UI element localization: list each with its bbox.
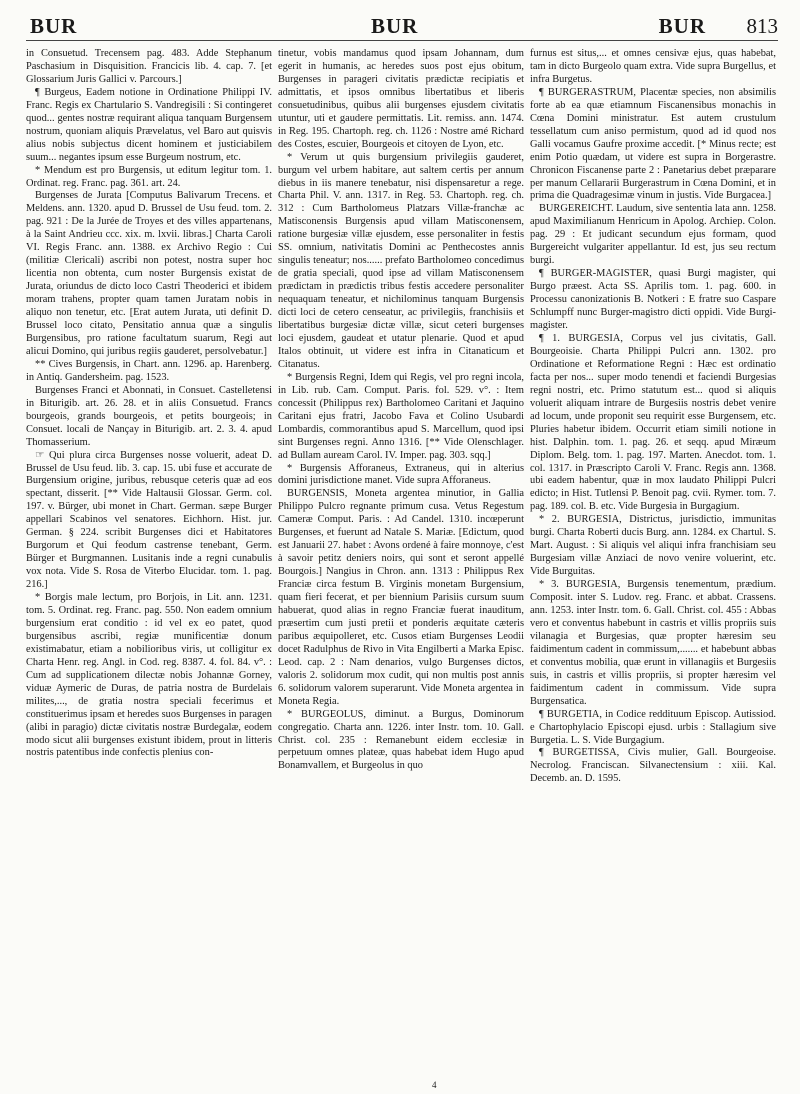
paragraph: ¶ BURGETIA, in Codice reddituum Episcop. Autissiod. e Chartophylacio Episcopi ejusd. urbis : Stallagium sive Burgetia. L. S. Vide Burgagium. <box>530 708 776 746</box>
paragraph: ¶ BURGER-MAGISTER, quasi Burgi magister, qui Burgo præest. Acta SS. Aprilis tom. 1. pag. 600. in Processu canonizationis B. Notkeri : E fratre suo Caspare Schlumpff nunc Burger-magistro dicti oppidi. Vide Burgi-magister. <box>530 268 776 332</box>
text-column-right <box>530 48 776 1078</box>
header-left-word: BUR <box>30 14 78 38</box>
header-right-word: BUR <box>658 14 706 38</box>
paragraph: BURGEREICHT. Laudum, sive sententia lata ann. 1258. apud Maximilianum Henricum in Apolog. Archiep. Colon. pag. 29 : Et judicant secundum ejus formam, quod Burgereicht vulgariter appellantur. Id est, jus seu rectum burgi. <box>530 203 776 267</box>
paragraph: ¶ 1. BURGESIA, Corpus vel jus civitatis, Gall. Bourgeoisie. Charta Philippi Pulcri ann. 1302. pro Ordinatione et Reformatione Regni : Hæc est ordinatio facta per nos... super modo tenendi et faciendi Burgesias regni nostri, etc. Primo statutum est... quod si aliquis voluerit aliquam intrare de Burgesiis nostris debet venire ad locum, unde proponit seu requirit esse Burgensem, etc. Pluries habetur ibidem. Occurrit etiam simili notione in hist. Dalphin. tom. 1. pag. 26. et seqq. apud Miræum Diplom. Belg. tom. 1. pag. 197. Marten. Anecdot. tom. 1. col. 1317. in Præscripto Caroli V. Franc. Regis ann. 1368. ubi eadem habentur, quæ in mox laudato Philippi Pulcri edicto; in Hist. Tutlensi P. Benoit pag. cvii. Rymer. tom. 7. pag. 189. col. B. etc. Vide Burgesia in Burgagium. <box>530 332 776 513</box>
paragraph: * BURGEOLUS, diminut. a Burgus, Dominorum congregatio. Charta ann. 1226. inter Instr. tom. 10. Gall. Christ. col. 235 : Remanebunt eidem ecclesiæ in perpetuum omnes plateæ, quas habebat idem Hugo apud Bonamvallem, et Burgeolus in quo <box>278 708 524 772</box>
paragraph: in Consuetud. Trecensem pag. 483. Adde Stephanum Paschasium in Disquisition. Francicis lib. 4. cap. 7. [et Glossarium Juris Gallici v. Parcours.] <box>26 48 272 85</box>
text-column-middle <box>278 48 524 1078</box>
paragraph: ¶ Burgeus, Eadem notione in Ordinatione Philippi IV. Franc. Regis ex Chartulario S. Vandregisili : Si contingeret quod... gentes nostræ requirant aliqua tanquam Burgensem nostrum, quoniam aliquis Prævelatus, vel Baro aut quisvis alius nobis subjectus dicent hominem et justiciabilem suum... negantes ipsum esse Burgeum nostrum, etc. <box>26 86 272 163</box>
paragraph: furnus est situs,... et omnes censivæ ejus, quas habebat, tam in dicto Burgeolo quam extra. Vide supra Burgellus, et infra Burgetus. <box>530 48 776 85</box>
paragraph: ** Cives Burgensis, in Chart. ann. 1296. ap. Harenberg. in Antiq. Gandersheim. pag. 1523. <box>26 358 272 383</box>
paragraph: * Mendum est pro Burgensis, ut editum legitur tom. 1. Ordinat. reg. Franc. pag. 361. art. 24. <box>26 164 272 189</box>
signature-mark: 4 <box>432 1080 437 1090</box>
paragraph: * 3. BURGESIA, Burgensis tenementum, prædium. Composit. inter S. Ludov. reg. Franc. et abbat. Crassens. ann. 1253. inter Instr. tom. 6. Gall. Christ. col. 455 : Abbas vero et conventus habebunt in castris et villis propriis suis vilanagia et Burgesias, quæ propter hæresim seu faidimentum cadent in commissum,....... et habebunt abbas et conventus mobilia, quæ erunt in villanagiis et Burgesiis suis, in castris et villis propriis, si propter hæresim vel faidimentum cadent in commissum. Vide supra Burgensatica. <box>530 579 776 707</box>
paragraph: * Borgis male lectum, pro Borjois, in Lit. ann. 1231. tom. 5. Ordinat. reg. Franc. pag. 550. Non eadem omnium burgensium erat conditio : id vel ex eo patet, quod burgensibus ascribi, regiæ munificentiæ donum existimabatur, etiam a nobilioribus viris, ut colligitur ex Charta Henr. reg. Angl. in Cod. reg. 8387. 4. fol. 84. v°. : Cum ad supplicationem dilectæ nobis Johannæ Gorney, viduæ Aymeric de Duras, de patria nostra de Burdelais milites,..., de gratia nostra speciali fecerimus et constituerimus ipsam et heredes suos Burgenses in paragen (alibi in paragio) dictæ civitatis nostræ Burdegalæ, eodem modo sicut alii burgenses existunt ibidem, prout in litteris nostris patentibus inde confectis plenius con- <box>26 592 272 759</box>
paragraph: * Verum ut quis burgensium privilegiis gauderet, burgum vel urbem habitare, aut saltem certis per annum diebus in iis manere tenebatur, nisi dispensaretur a rege. Charta Phil. V. ann. 1317. in Reg. 53. Chartoph. reg. ch. 312 : Cum Bartholomeus Platzars Villæ-franchæ ac Matisconensis Burgensis apud villam Matisconensem, ratione burgesiæ villæ ejusdem, esse personaliter in festis SS. omnium, nativitatis Domini ac Penthecostes annis singulis teneatur; nos...... prefato Bartholomeo concedimus de gratia speciali, quod ipse ad villam Matisconensem prædictam in prædictis tribus festis accedere personaliter nequaquam teneatur, et nichilominus tanquam Burgensis dicti loci de cetero censeatur, ac privilegiis, franchisiis et libertatibus burgesiæ dictæ villæ, sicut ceteri burgenses loci ejusdem, gaudeat et utatur plenarie. Quod et apud Italos obtinuit, ut videre est infra in Citanaticum et Citanatus. <box>278 151 524 370</box>
text-column-left <box>26 48 272 1078</box>
paragraph: ¶ BURGETISSA, Civis mulier, Gall. Bourgeoise. Necrolog. Franciscan. Silvanectensium : xiii. Kal. Decemb. an. D. 1595. <box>530 747 776 785</box>
header-center-word: BUR <box>371 14 419 38</box>
paragraph: BURGENSIS, Moneta argentea minutior, in Gallia Philippo Pulcro regnante primum cusa. Vetus Regestum Cameræ Comput. Paris. : Ad Candel. 1310. incœperunt Burgenses, et fuerunt ad Natale S. Mariæ. [Edictum, quod est Januarii 27. habet : Avons ordené à faire monnoye, c'est à savoir petitz deniers noirs, qui sont et seront appellé Bourgois.] Nangius in Chron. ann. 1313 : Philippus Rex Franciæ circa festum B. Virginis monetam Burgensium, quam fieri fecerat, et per biennium Parisiis cursum suum habuerat, quod alias in regno Franciæ fuerat inauditum, præsertim cum justi pretii et ponderis æquitate cæteris paribus æquipolleret, etc. Cusos etiam Burgenses Leodii docet Radulphus de Rivo in Vita Engilberti a Marka Episc. Leod. cap. 2 : Nam denarios, vulgo Burgenses dictos, valoris 2. solidorum mox cudit, qui non multis post annis 6. solidorum valorem superarunt. Vide Moneta argentea in Moneta Regia. <box>278 488 524 707</box>
page-number: 813 <box>746 14 778 38</box>
paragraph: ☞ Qui plura circa Burgenses nosse voluerit, adeat D. Brussel de Usu feud. lib. 3. cap. 15. ubi fuse et accurate de Burgensium origine, juribus, rebusque ceteris quæ ad eos spectant, disserit. [** Vide Haltausii Glossar. Germ. col. 197. v. Bürger, ubi monet in Chart. German. sæpe Burger appellari Scabinos vel senatores. Eichhorn. Hist. jur. German. § 224. scribit Burgenses dici et Habitatores Burgorum et Qui feodum castrense tenebant, Germ. Bürger et Burgmannen. Lusitanis inde a regni cunabulis vox nota. Vide S. Rosa de Viterbo Elucidar. tom. 1. pag. 216.] <box>26 449 272 591</box>
paragraph: Burgenses de Jurata [Computus Balivarum Trecens. et Meldens. ann. 1320. apud D. Brussel de Usu feud. tom. 2. pag. 921 : De la Jurée de Troyes et des villes appartenans, à la Saint Andrieu ccc. xix. m. lxvii. libras.] Charta Caroli VI. Regis Franc. ann. 1388. ex Archivo Regio : Cui (militiæ Clericali) ascribi non potest, nostra super hoc licentia non obtenta, cum noster Burgensis existat de Jurata, oriundus de dicto loco Castri Theoderici et ibidem moram trahens, propter quam tamen Juratam nobis in aliquo non tenetur, etc. [Erat autem Jurata, uti definit D. Brussel loco citato, Pensitatio annua quæ a singulis Burgensibus, pro ratione facultatum suarum, Regi aut alicui Domino, qui juribus regiis gauderet, persolvebatur.] <box>26 190 272 357</box>
paragraph: * 2. BURGESIA, Districtus, jurisdictio, immunitas burgi. Charta Roberti ducis Burg. ann. 1284. ex Chartul. S. Mart. August. : Si aliquis vel aliqui infra franchisiam seu Burgesiam villæ Anziaci de novo venire voluerint, etc. Vide Burguitas. <box>530 514 776 578</box>
paragraph: ¶ BURGERASTRUM, Placentæ species, non absimilis forte ab ea quæ etiamnum Fiscanensibus monachis in Cœna Domini ministratur. Est autem crustulum tessellatum cum aniso permistum, quod ad id quod nos Galli vocamus Gaufre proxime accedit. [* Minus recte; est enim Potio quædam, ut videre est supra in Borgerastre. Chronicon Fiscanense parte 2 : Panetarius debet præparare per manum Cellararii Burgerastrum in Cœna Domini, et in prima die Quadragesimæ vinum in justis. Vide Burgacea.] <box>530 86 776 202</box>
paragraph: Burgenses Franci et Abonnati, in Consuet. Castelletensi in Biturigib. art. 26. 28. et in aliis Consuetud. Francs bourgeois, grands bourgeois, et petits bourgeois; in Consuet. locali de Nançay in Biturigib. art. 2. 3. 4. apud Thomasserium. <box>26 384 272 448</box>
paragraph: * Burgensis Afforaneus, Extraneus, qui in alterius domini jurisdictione manet. Vide supra Afforaneus. <box>278 462 524 487</box>
running-header <box>26 12 778 41</box>
paragraph: * Burgensis Regni, Idem qui Regis, vel pro regni incola, in Lib. rub. Cam. Comput. Paris. fol. 529. v°. : Item concessit (Philippus rex) Bartholomeo Caritani et Jaquino Caritani ejus fratri, Jacobo Fava et Colino Usubardi Lombardis, commorantibus apud S. Marcellum, quod ipsi sint Burgenses regni. Anno 1316. [** Vide Olenschlager. ad Bullam auream Carol. IV. Imper. pag. 303. sqq.] <box>278 371 524 461</box>
paragraph: tinetur, vobis mandamus quod ipsam Johannam, dum egerit in humanis, ac heredes suos post ejus obitum, Burgenses in parageri civitatis prædictæ recipiatis et admittatis, et ipsos omnibus libertatibus et liberis consuetudinibus, quibus alii burgenses ejusdem civitatis utuntur, uti et gaudere permittatis. Lit. remiss. ann. 1474. in Reg. 195. Chartoph. reg. ch. 1126 : Nostre amé Richard des Costes, escuier, Bourgeois et citoyen de Lyon, etc. <box>278 48 524 150</box>
